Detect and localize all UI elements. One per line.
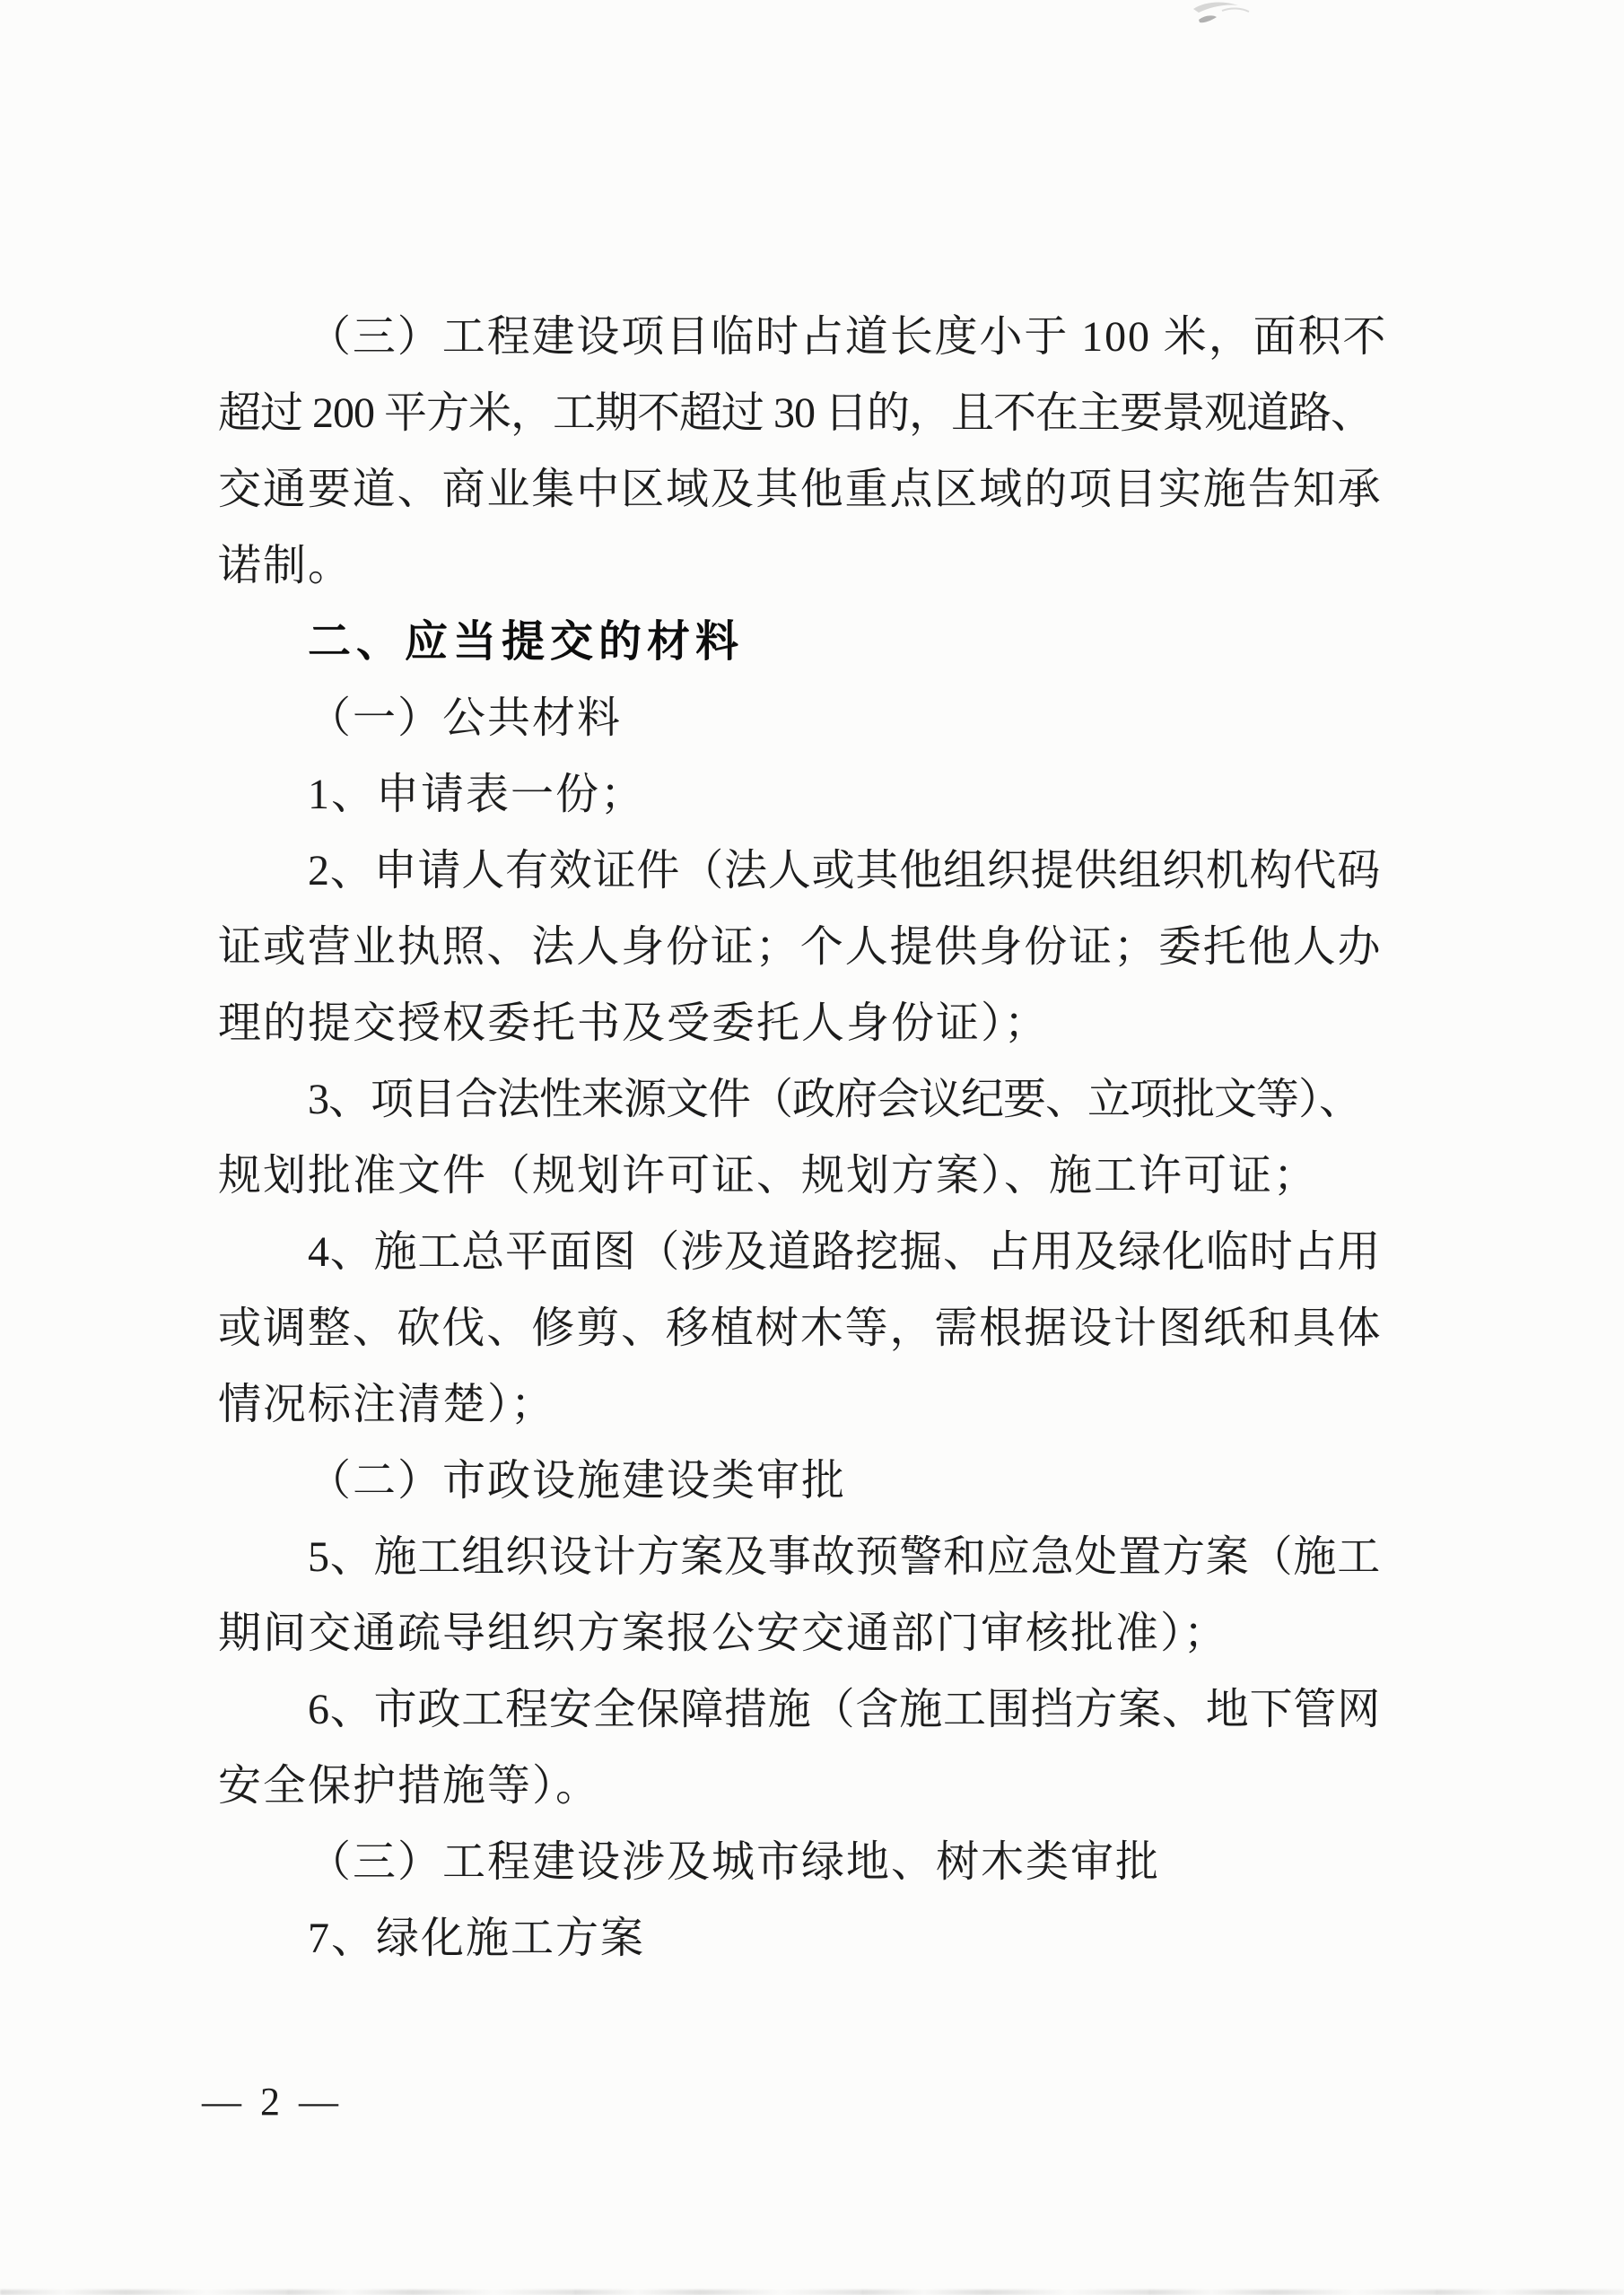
scan-smudge-artifact bbox=[1186, 0, 1258, 38]
list-item-line: 7、绿化施工方案 bbox=[308, 1915, 646, 1962]
para-clause3-line: 超过 200 平方米，工期不超过 30 日的，且不在主要景观道路、 bbox=[218, 389, 1374, 437]
para-line: 规划批准文件（规划许可证、规划方案）、施工许可证； bbox=[218, 1152, 1319, 1200]
para-line: 期间交通疏导组织方案报公安交通部门审核批准）； bbox=[218, 1610, 1229, 1657]
para-clause3-line: 诺制。 bbox=[218, 542, 354, 589]
list-item-line: 5、施工组织设计方案及事故预警和应急处置方案（施工 bbox=[308, 1533, 1382, 1581]
scanner-edge-artifact bbox=[0, 2290, 1624, 2295]
list-item-line: 6、市政工程安全保障措施（含施工围挡方案、地下管网 bbox=[308, 1686, 1382, 1733]
para-line: 理的提交授权委托书及受委托人身份证）； bbox=[218, 999, 1050, 1047]
list-item-line: 2、申请人有效证件（法人或其他组织提供组织机构代码 bbox=[308, 847, 1382, 894]
list-item-line: 4、施工总平面图（涉及道路挖掘、占用及绿化临时占用 bbox=[308, 1228, 1382, 1276]
para-clause3-line: （三）工程建设项目临时占道长度小于 100 米，面积不 bbox=[308, 313, 1388, 361]
list-item-line: 1、申请表一份； bbox=[308, 771, 646, 818]
list-item-line: 3、项目合法性来源文件（政府会议纪要、立项批文等）、 bbox=[308, 1076, 1362, 1123]
section-heading-materials: 二、应当提交的材料 bbox=[308, 618, 745, 666]
para-line: 安全保护措施等）。 bbox=[218, 1762, 601, 1810]
subsection-heading-municipal-approval: （二）市政设施建设类审批 bbox=[308, 1457, 847, 1505]
subsection-heading-public-materials: （一）公共材料 bbox=[308, 694, 623, 742]
subsection-heading-greenery-approval: （三）工程建设涉及城市绿地、树木类审批 bbox=[308, 1838, 1161, 1886]
para-clause3-line: 交通要道、商业集中区域及其他重点区域的项目实施告知承 bbox=[218, 466, 1383, 513]
para-line: 证或营业执照、法人身份证；个人提供身份证；委托他人办 bbox=[218, 923, 1383, 971]
page-number: — 2 — bbox=[202, 2080, 343, 2124]
document-body bbox=[218, 299, 1388, 1976]
para-line: 或调整、砍伐、修剪、移植树木等，需根据设计图纸和具体 bbox=[218, 1305, 1383, 1352]
para-line: 情况标注清楚）； bbox=[218, 1381, 556, 1428]
